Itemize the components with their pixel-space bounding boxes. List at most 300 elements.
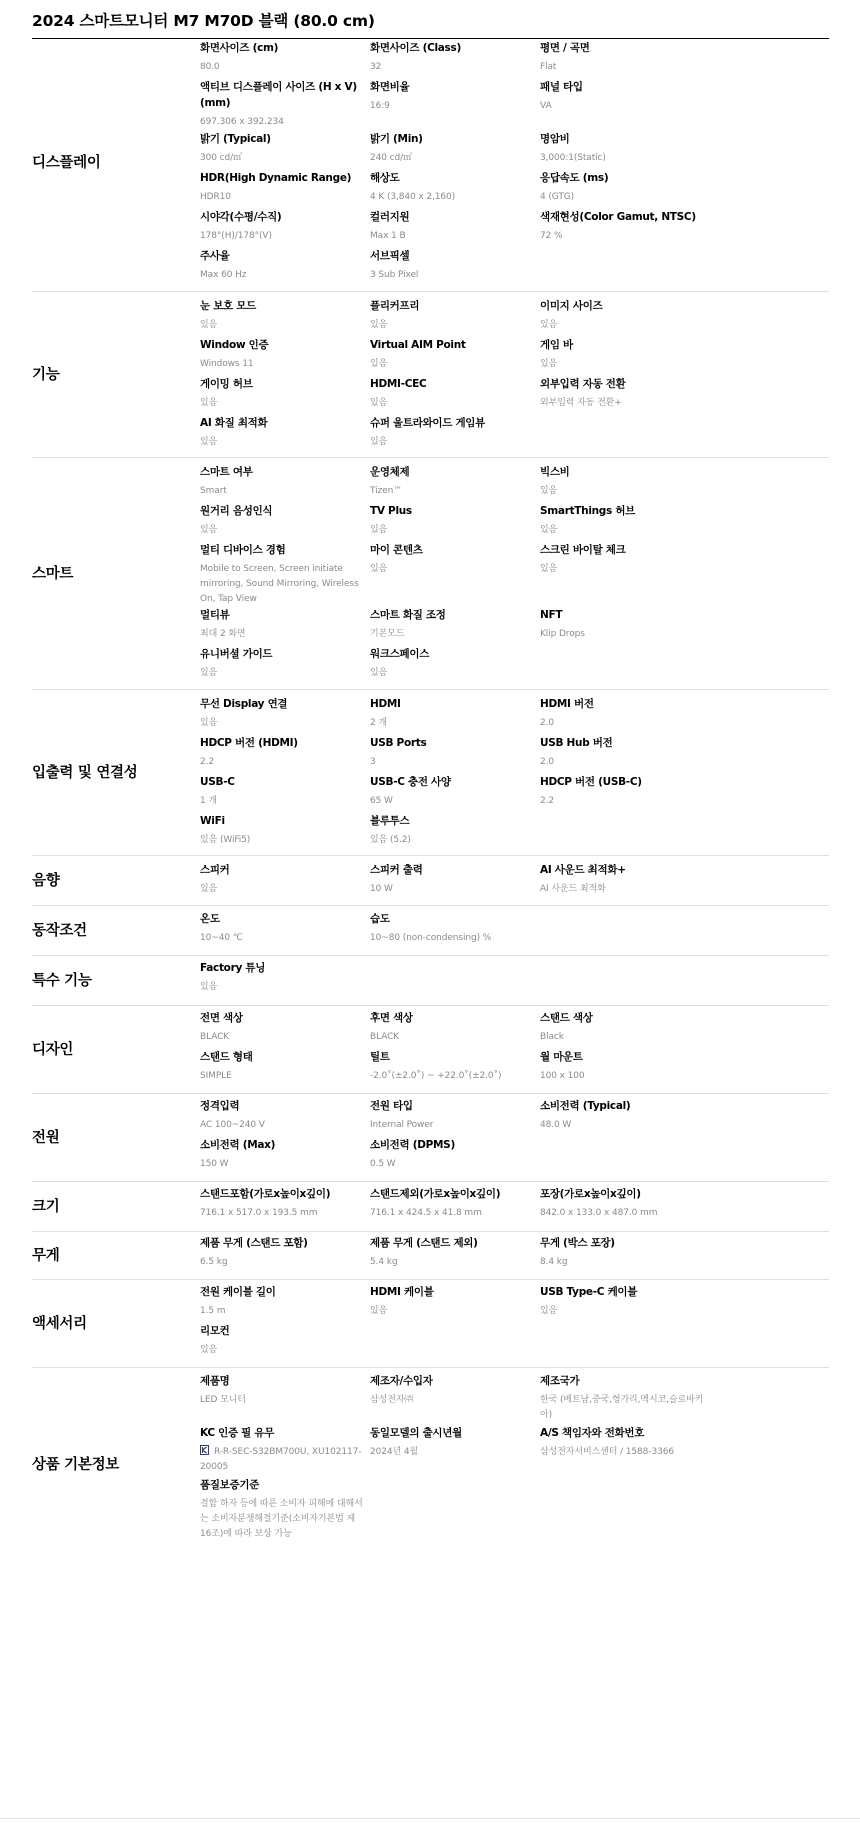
spec-label: 동일모델의 출시년월 — [370, 1427, 462, 1439]
spec-value-row — [540, 1393, 705, 1423]
spec-label: 주사율 — [200, 250, 230, 262]
spec-label: 화면사이즈 (Class) — [370, 42, 461, 54]
spec-value: 65 W — [370, 796, 393, 806]
spec-item — [370, 1010, 535, 1045]
spec-item — [200, 464, 365, 499]
spec-value-row — [540, 1118, 705, 1133]
spec-label: 해상도 — [370, 172, 400, 184]
spec-label: 제조자/수입자 — [370, 1375, 433, 1387]
spec-value-row — [540, 1206, 705, 1221]
spec-value-row — [200, 1206, 365, 1221]
spec-item — [540, 40, 705, 75]
spec-label: 스탠드 형태 — [200, 1051, 253, 1063]
spec-value-row — [370, 357, 535, 372]
spec-item — [200, 170, 365, 205]
spec-item — [540, 376, 705, 411]
spec-item — [200, 542, 365, 607]
spec-label: 밝기 (Typical) — [200, 133, 271, 145]
spec-label: 제조국가 — [540, 1375, 580, 1387]
spec-label: 블루투스 — [370, 815, 410, 827]
spec-item — [540, 503, 705, 538]
spec-item — [540, 1425, 705, 1460]
spec-value-row — [200, 60, 365, 75]
spec-section — [32, 1232, 829, 1280]
spec-value-row — [200, 1069, 365, 1084]
spec-value: 있음 — [200, 398, 218, 408]
section-title: 입출력 및 연결성 — [32, 764, 138, 781]
spec-label: 스크린 바이탈 체크 — [540, 544, 626, 556]
spec-label: 멀티뷰 — [200, 609, 230, 621]
spec-item — [200, 1010, 365, 1045]
spec-value: Max 1 B — [370, 231, 406, 241]
spec-value: 10~80 (non-condensing) % — [370, 933, 492, 943]
spec-value-row — [540, 357, 705, 372]
spec-label: 운영체제 — [370, 466, 410, 478]
spec-value: 있음 — [200, 525, 218, 535]
spec-item — [540, 170, 705, 205]
spec-section — [32, 1280, 829, 1368]
spec-label: Window 인증 — [200, 339, 269, 351]
spec-value: 2.2 — [540, 796, 555, 806]
spec-label: 시야각(수평/수직) — [200, 211, 282, 223]
spec-label: 틸트 — [370, 1051, 390, 1063]
spec-value: R-R-SEC-S32BM700U, XU102117-20005 — [200, 1447, 362, 1472]
spec-value: 있음 (5.2) — [370, 835, 411, 845]
spec-item — [540, 774, 705, 809]
spec-item — [540, 542, 705, 577]
spec-value-row — [200, 1343, 365, 1358]
spec-label: 스피커 — [200, 864, 230, 876]
spec-value-row — [200, 357, 365, 372]
spec-value-row — [200, 716, 365, 731]
spec-label: USB Type-C 케이블 — [540, 1286, 638, 1298]
spec-value: 삼성전자㈜ — [370, 1395, 414, 1405]
spec-label: 마이 콘텐츠 — [370, 544, 423, 556]
spec-value: 716.1 x 424.5 x 41.8 mm — [370, 1208, 482, 1218]
spec-label: 화면비율 — [370, 81, 410, 93]
spec-value: Mobile to Screen, Screen initiate mirroring, Sound Mirroring, Wireless On, Tap View — [200, 564, 359, 604]
spec-value: 있음 — [200, 718, 218, 728]
spec-section — [32, 1182, 829, 1232]
spec-value-row — [200, 151, 365, 166]
spec-value: 80.0 — [200, 62, 220, 72]
spec-label: USB Ports — [370, 737, 427, 749]
spec-section — [32, 34, 829, 292]
spec-value: 있음 — [540, 320, 558, 330]
spec-label: 제품 무게 (스탠드 포함) — [200, 1237, 308, 1249]
spec-value: 48.0 W — [540, 1120, 572, 1130]
spec-value: 2024년 4월 — [370, 1447, 419, 1457]
spec-value-row — [200, 1118, 365, 1133]
spec-item — [540, 79, 705, 114]
spec-item — [200, 1137, 365, 1172]
spec-value-row — [540, 627, 705, 642]
spec-label: 습도 — [370, 913, 390, 925]
spec-label: 온도 — [200, 913, 220, 925]
spec-value-row — [540, 562, 705, 577]
spec-value-row — [370, 99, 535, 114]
spec-label: 스피커 출력 — [370, 864, 423, 876]
spec-label: 제품명 — [200, 1375, 230, 1387]
spec-value-row — [540, 1069, 705, 1084]
spec-item — [370, 337, 535, 372]
spec-value: SIMPLE — [200, 1071, 232, 1081]
spec-value-row — [200, 318, 365, 333]
spec-value: 697.306 x 392.234 — [200, 117, 284, 127]
spec-item — [370, 1049, 535, 1084]
spec-value: 있음 — [370, 359, 388, 369]
spec-value-row — [370, 562, 535, 577]
spec-item — [370, 40, 535, 75]
spec-value-row — [200, 755, 365, 770]
spec-label: 서브픽셀 — [370, 250, 410, 262]
spec-item — [200, 298, 365, 333]
spec-value: Flat — [540, 62, 557, 72]
spec-label: USB-C 충전 사양 — [370, 776, 451, 788]
spec-label: 소비전력 (Max) — [200, 1139, 276, 1151]
spec-value: 240 cd/㎡ — [370, 153, 412, 163]
footer-divider — [0, 1818, 860, 1819]
spec-value: 있음 — [200, 437, 218, 447]
spec-item — [370, 170, 535, 205]
spec-item — [370, 131, 535, 166]
spec-item — [540, 862, 705, 897]
spec-label: USB Hub 버전 — [540, 737, 613, 749]
section-title: 스마트 — [32, 565, 74, 582]
spec-item — [200, 1186, 365, 1221]
spec-label: 원거리 음성인식 — [200, 505, 273, 517]
spec-item — [200, 646, 365, 681]
spec-item — [200, 248, 365, 283]
spec-value: 716.1 x 517.0 x 193.5 mm — [200, 1208, 318, 1218]
spec-value-row — [200, 666, 365, 681]
spec-value: 있음 — [370, 564, 388, 574]
spec-value: 있음 — [370, 668, 388, 678]
spec-label: 무선 Display 연결 — [200, 698, 288, 710]
spec-value: 1.5 m — [200, 1306, 226, 1316]
spec-value: Tizen™ — [370, 486, 403, 496]
spec-value-row — [200, 980, 365, 995]
spec-section — [32, 856, 829, 906]
section-title: 동작조건 — [32, 922, 87, 939]
section-title: 무게 — [32, 1247, 60, 1264]
spec-value: BLACK — [370, 1032, 400, 1042]
section-title: 특수 기능 — [32, 972, 92, 989]
spec-value: AC 100~240 V — [200, 1120, 265, 1130]
spec-value: 2.2 — [200, 757, 215, 767]
spec-value: 10 W — [370, 884, 393, 894]
spec-value: 최대 2 화면 — [200, 629, 246, 639]
spec-value-row — [200, 1497, 365, 1542]
spec-value-row — [370, 794, 535, 809]
spec-value: 있음 — [370, 320, 388, 330]
spec-value-row — [200, 1304, 365, 1319]
spec-value: 있음 — [370, 525, 388, 535]
spec-value-row — [540, 1255, 705, 1270]
spec-value: Black — [540, 1032, 564, 1042]
spec-item — [540, 1235, 705, 1270]
spec-item — [370, 646, 535, 681]
spec-value-row — [540, 60, 705, 75]
spec-value-row — [370, 318, 535, 333]
spec-section — [32, 458, 829, 690]
spec-value: AI 사운드 최적화 — [540, 884, 606, 894]
spec-value: 있음 — [200, 884, 218, 894]
spec-item — [370, 911, 535, 946]
spec-value-row — [200, 435, 365, 450]
spec-item — [200, 503, 365, 538]
spec-value: -2.0˚(±2.0˚) ~ +22.0˚(±2.0˚) — [370, 1071, 502, 1081]
spec-value-row — [200, 931, 365, 946]
spec-value-row — [370, 1304, 535, 1319]
spec-value-row — [200, 396, 365, 411]
spec-label: 빅스비 — [540, 466, 570, 478]
spec-item — [370, 298, 535, 333]
spec-value-row — [370, 755, 535, 770]
spec-value-row — [200, 794, 365, 809]
spec-section — [32, 1368, 829, 1562]
spec-value-row — [370, 931, 535, 946]
section-title: 기능 — [32, 366, 60, 383]
spec-value-row — [200, 1445, 365, 1475]
spec-value: 있음 — [200, 668, 218, 678]
spec-item — [200, 696, 365, 731]
spec-value-row — [370, 716, 535, 731]
spec-label: TV Plus — [370, 505, 412, 517]
spec-label: 스마트 화질 조정 — [370, 609, 446, 621]
spec-item — [200, 337, 365, 372]
spec-item — [370, 774, 535, 809]
spec-value-row — [370, 190, 535, 205]
spec-value: 있음 — [540, 525, 558, 535]
spec-item — [200, 911, 365, 946]
spec-label: 유니버셜 가이드 — [200, 648, 273, 660]
spec-value-row — [370, 1206, 535, 1221]
spec-value: 16:9 — [370, 101, 390, 111]
spec-item — [540, 1373, 705, 1423]
spec-label: 스탠드 색상 — [540, 1012, 593, 1024]
spec-item — [540, 1284, 705, 1319]
spec-value: 100 x 100 — [540, 1071, 585, 1081]
spec-label: 스마트 여부 — [200, 466, 253, 478]
spec-item — [200, 735, 365, 770]
spec-label: A/S 책임자와 전화번호 — [540, 1427, 645, 1439]
spec-value-row — [200, 268, 365, 283]
spec-label: 워크스페이스 — [370, 648, 430, 660]
spec-value: 3,000:1(Static) — [540, 153, 606, 163]
spec-value: 있음 — [540, 486, 558, 496]
spec-label: 외부입력 자동 전환 — [540, 378, 626, 390]
spec-item — [540, 464, 705, 499]
spec-value: 있음 — [370, 398, 388, 408]
spec-label: 스탠드제외(가로x높이x깊이) — [370, 1188, 501, 1200]
spec-label: 명암비 — [540, 133, 570, 145]
spec-value-row — [540, 99, 705, 114]
spec-label: HDMI 버전 — [540, 698, 594, 710]
spec-item — [370, 696, 535, 731]
spec-item — [370, 79, 535, 114]
spec-value: Klip Drops — [540, 629, 585, 639]
spec-value: 0.5 W — [370, 1159, 396, 1169]
section-title: 디스플레이 — [32, 154, 101, 171]
spec-label: 월 마운트 — [540, 1051, 583, 1063]
section-title: 디자인 — [32, 1041, 74, 1058]
spec-item — [540, 735, 705, 770]
spec-item — [200, 607, 365, 642]
spec-value: HDR10 — [200, 192, 231, 202]
spec-label: 응답속도 (ms) — [540, 172, 609, 184]
spec-label: HDMI 케이블 — [370, 1286, 434, 1298]
spec-item — [200, 131, 365, 166]
spec-value-row — [200, 1393, 365, 1408]
section-title: 크기 — [32, 1198, 60, 1215]
spec-section — [32, 1006, 829, 1094]
spec-item — [200, 960, 365, 995]
section-title: 음향 — [32, 872, 60, 889]
spec-item — [540, 1049, 705, 1084]
spec-item — [540, 607, 705, 642]
spec-value-row — [370, 1393, 535, 1408]
spec-value: 4 K (3,840 x 2,160) — [370, 192, 456, 202]
spec-label: 품질보증기준 — [200, 1479, 260, 1491]
spec-value-row — [540, 1445, 705, 1460]
spec-label: 밝기 (Min) — [370, 133, 423, 145]
spec-label: 이미지 사이즈 — [540, 300, 603, 312]
spec-value-row — [370, 1157, 535, 1172]
spec-value: Smart — [200, 486, 227, 496]
spec-value: 150 W — [200, 1159, 229, 1169]
spec-item — [540, 337, 705, 372]
spec-value-row — [540, 1030, 705, 1045]
spec-value: LED 모니터 — [200, 1395, 246, 1405]
spec-section — [32, 690, 829, 856]
spec-value: 10~40 ℃ — [200, 933, 243, 943]
spec-item — [370, 248, 535, 283]
spec-item — [200, 813, 365, 848]
spec-value-row — [370, 882, 535, 897]
spec-label: 스탠드포함(가로x높이x깊이) — [200, 1188, 331, 1200]
spec-item — [370, 376, 535, 411]
spec-label: 패널 타입 — [540, 81, 583, 93]
spec-value-row — [540, 1304, 705, 1319]
spec-value: 178°(H)/178°(V) — [200, 231, 272, 241]
spec-label: AI 화질 최적화 — [200, 417, 268, 429]
spec-value-row — [200, 833, 365, 848]
spec-item — [200, 1284, 365, 1319]
spec-value: 있음 — [200, 320, 218, 330]
spec-item — [370, 1373, 535, 1408]
spec-label: 포장(가로x높이x깊이) — [540, 1188, 641, 1200]
spec-label: USB-C — [200, 776, 235, 788]
spec-label: 무게 (박스 포장) — [540, 1237, 615, 1249]
spec-value-row — [370, 1445, 535, 1460]
spec-value-row — [540, 794, 705, 809]
spec-value-row — [540, 151, 705, 166]
spec-value: Max 60 Hz — [200, 270, 247, 280]
spec-label: HDMI-CEC — [370, 378, 427, 390]
spec-item — [200, 862, 365, 897]
spec-item — [200, 1049, 365, 1084]
spec-label: SmartThings 허브 — [540, 505, 636, 517]
spec-value-row — [370, 1069, 535, 1084]
spec-item — [370, 1098, 535, 1133]
spec-value-row — [370, 666, 535, 681]
spec-value-row — [370, 627, 535, 642]
spec-value: 결함 하자 등에 따른 소비자 피해에 대해서는 소비자분쟁해결기준(소비자기본법 제16조)에 따라 보상 가능 — [200, 1499, 363, 1539]
spec-value: 300 cd/㎡ — [200, 153, 242, 163]
spec-value-row — [540, 523, 705, 538]
spec-item — [540, 298, 705, 333]
spec-item — [200, 1098, 365, 1133]
spec-value-row — [200, 627, 365, 642]
spec-value: 2.0 — [540, 757, 555, 767]
spec-value-row — [200, 882, 365, 897]
spec-value: 1 개 — [200, 796, 217, 806]
spec-label: AI 사운드 최적화+ — [540, 864, 626, 876]
spec-value-row — [370, 1030, 535, 1045]
spec-item — [200, 40, 365, 75]
spec-item — [370, 415, 535, 450]
spec-item — [370, 735, 535, 770]
spec-item — [540, 209, 705, 244]
spec-value: BLACK — [200, 1032, 230, 1042]
spec-value: 72 % — [540, 231, 563, 241]
spec-label: NFT — [540, 609, 563, 621]
spec-item — [540, 1098, 705, 1133]
spec-value-row — [370, 396, 535, 411]
spec-value-row — [370, 833, 535, 848]
spec-value: 삼성전자서비스센터 / 1588-3366 — [540, 1447, 674, 1457]
spec-label: 소비전력 (DPMS) — [370, 1139, 455, 1151]
spec-value-row — [370, 60, 535, 75]
spec-item — [200, 774, 365, 809]
spec-label: 소비전력 (Typical) — [540, 1100, 631, 1112]
spec-item — [370, 862, 535, 897]
spec-value-row — [200, 562, 365, 607]
spec-section — [32, 906, 829, 956]
spec-item — [200, 1477, 365, 1542]
spec-item — [200, 1373, 365, 1408]
spec-label: HDMI — [370, 698, 401, 710]
spec-item — [540, 1186, 705, 1221]
spec-label: 제품 무게 (스탠드 제외) — [370, 1237, 478, 1249]
spec-value: 한국 (베트남,중국,헝가리,멕시코,슬로바키아) — [540, 1395, 704, 1420]
spec-value: 있음 — [200, 982, 218, 992]
spec-value-row — [370, 229, 535, 244]
spec-label: 평면 / 곡면 — [540, 42, 590, 54]
spec-value-row — [200, 484, 365, 499]
spec-item — [540, 131, 705, 166]
spec-value: 있음 — [200, 1345, 218, 1355]
spec-value: 2 개 — [370, 718, 387, 728]
spec-value-row — [540, 882, 705, 897]
spec-value-row — [540, 190, 705, 205]
spec-section — [32, 956, 829, 1006]
spec-value: 5.4 kg — [370, 1257, 398, 1267]
spec-value: 있음 — [540, 359, 558, 369]
spec-label: 전면 색상 — [200, 1012, 243, 1024]
spec-value-row — [200, 1157, 365, 1172]
spec-value-row — [370, 523, 535, 538]
spec-label: 전원 타입 — [370, 1100, 413, 1112]
spec-label: 게이밍 허브 — [200, 378, 253, 390]
spec-value: 외부입력 자동 전환+ — [540, 398, 622, 408]
spec-value-row — [540, 318, 705, 333]
spec-value-row — [200, 1255, 365, 1270]
spec-item — [200, 209, 365, 244]
spec-value: Internal Power — [370, 1120, 434, 1130]
spec-item — [200, 79, 365, 130]
